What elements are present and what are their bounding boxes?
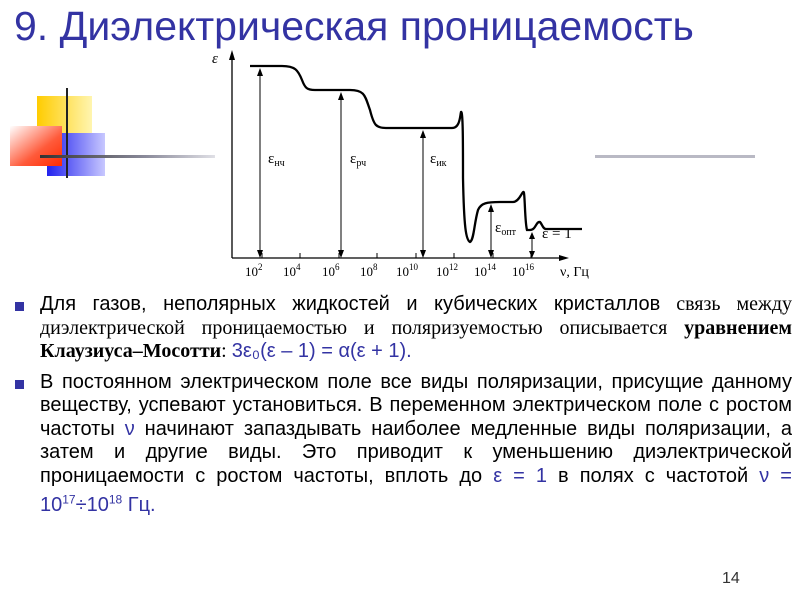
decorative-squares: [0, 88, 215, 183]
equation-name: уравнением Клаузиуса–Мосотти: [40, 316, 792, 362]
y-axis-label: ε: [212, 51, 218, 67]
slide-title: 9. Диэлектрическая проницаемость: [14, 3, 694, 49]
x-axis-label: ν, Гц: [560, 265, 589, 280]
bullet-list: [12, 293, 792, 517]
decorative-line: [595, 155, 755, 158]
deco-horizontal-line: [40, 155, 215, 158]
bullet-marker: [15, 302, 24, 311]
permittivity-curve: [250, 66, 582, 242]
x-tick-label-2: $10^2$: [245, 262, 263, 279]
x-tick-label-14: $10^{14}$: [474, 262, 496, 279]
x-tick-label-4: $10^4$: [283, 262, 301, 279]
x-tick-label-8: $10^8$: [360, 262, 378, 279]
x-tick-label-16: $10^{16}$: [512, 262, 534, 279]
bullet-item-frequency-dependence: В постоянном электрическом поле все виды поляризации, присущие данному веществу, успевают установиться. В переменном электрическом поле с ростом частоты ν начинают запаздывать наиболее медленные виды поляризации, а затем и другие виды. Это приводит к уменьшению диэлектрической проницаемости с ростом частоты, вплоть до ε = 1 в полях с частотой $\nu = 10^{17}\div 10^{18}$ Гц.: [12, 371, 792, 518]
y-axis-arrow: [229, 50, 235, 60]
x-tick-label-10: $10^{10}$: [396, 262, 418, 279]
x-axis-arrow: [559, 255, 569, 261]
x-tick-label-6: $10^6$: [322, 262, 340, 279]
clausius-mossotti-formula: 3ε₀(ε – 1) = α(ε + 1).: [231, 340, 412, 362]
x-tick-label-12: $10^{12}$: [436, 262, 458, 279]
eps-equals-one: ε = 1: [493, 464, 547, 487]
label-eps-radio-freq: $\varepsilon_{рч}$: [350, 151, 367, 169]
page-number: 14: [722, 570, 740, 587]
frequency-formula: $\nu = 10^{17}\div 10^{18}$ Гц.: [40, 464, 792, 516]
label-eps-optical: $\varepsilon_{опт}$: [495, 220, 517, 238]
permittivity-frequency-chart: [210, 48, 602, 280]
label-eps-low-freq: $\varepsilon_{нч}$: [268, 151, 285, 169]
label-eps-one: ε = 1: [542, 226, 572, 242]
deco-red-square: [10, 126, 62, 166]
bullet-item-clausius-mossotti: Для газов, неполярных жидкостей и кубических кристаллов связь между диэлектрической проницаемостью и поляризуемостью описывается уравнением Клаузиуса–Мосотти: 3ε₀(ε – 1) = α(ε + 1).: [12, 293, 792, 364]
deco-vertical-line: [66, 88, 68, 178]
bullet-marker: [15, 380, 24, 389]
label-eps-infrared: $\varepsilon_{ик}$: [430, 151, 447, 169]
